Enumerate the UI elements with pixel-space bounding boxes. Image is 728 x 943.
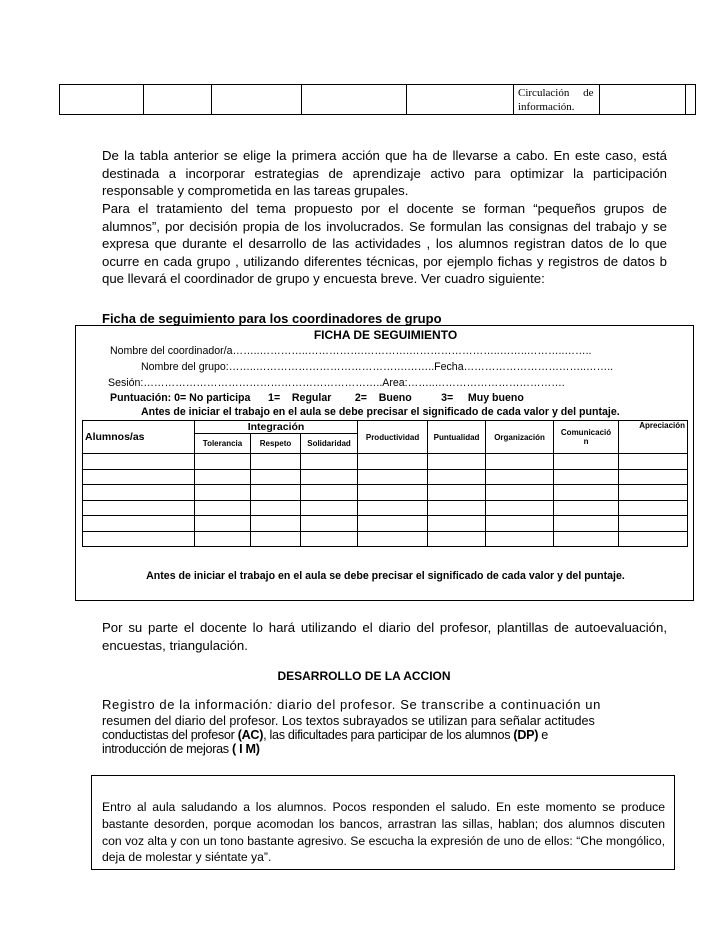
- table-cell: [83, 516, 195, 532]
- table-cell: [486, 485, 554, 501]
- marker-dp: (DP): [513, 728, 539, 742]
- registro-line4a: introducción de mejoras: [102, 742, 233, 756]
- table-cell: [144, 85, 212, 115]
- table-cell: [83, 531, 195, 547]
- ficha-title: FICHA DE SEGUIMIENTO: [313, 328, 458, 342]
- table-cell: [251, 516, 301, 532]
- table-cell: [619, 516, 688, 532]
- header-tolerancia: Tolerancia: [195, 434, 251, 454]
- desarrollo-heading: DESARROLLO DE LA ACCION: [277, 669, 451, 683]
- instruccion-text: Antes de iniciar el trabajo en el aula se debe precisar el significado de cada valor y del puntaje.: [141, 406, 620, 418]
- registro-line1-rest: diario del profesor. Se transcribe a continuación un: [272, 697, 601, 712]
- table-cell: [83, 500, 195, 516]
- table-cell: [554, 454, 619, 470]
- header-comunicacion: Comunicació n: [554, 421, 619, 454]
- table-cell: [358, 500, 428, 516]
- registro-line4: [102, 742, 667, 756]
- table-cell: [554, 500, 619, 516]
- ficha-footer-text: Antes de iniciar el trabajo en el aula se debe precisar el significado de cada valor y del puntaje.: [146, 570, 625, 582]
- coordinador-field: Nombre del coordinador/a……..…………..…………….………….……………………..……..………..……..: [110, 345, 592, 357]
- header-puntualidad: Puntualidad: [428, 421, 486, 454]
- table-cell: [554, 469, 619, 485]
- paragraph-tratamiento: Para el tratamiento del tema propuesto por el docente se forman “pequeños grupos de alumnos”, por decisión propia de los involucrados. Se formulan las consignas del trabajo y se expresa que durante el desarrollo de las actividades , los alumnos registran datos de lo que ocurre en cada grupo , utilizando diferentes técnicas, por ejemplo fichas y registros de datos b que llevará el coordinador de grupo y encuesta breve. Ver cuadro siguiente:: [102, 201, 667, 287]
- header-solidaridad: Solidaridad: [301, 434, 358, 454]
- table-cell: [251, 531, 301, 547]
- table-cell: [428, 454, 486, 470]
- registro-colon: :: [268, 697, 273, 712]
- table-cell: [358, 531, 428, 547]
- registro-label: Registro de la información: [102, 697, 269, 712]
- table-cell: [301, 531, 358, 547]
- table-cell: [195, 454, 251, 470]
- table-cell: [83, 485, 195, 501]
- header-alumnos: Alumnos/as: [83, 421, 195, 454]
- registro-line3a: conductistas del profesor: [102, 728, 238, 742]
- table-cell: [195, 516, 251, 532]
- table-cell: [195, 485, 251, 501]
- registro-line3: [102, 728, 667, 742]
- table-cell: [83, 469, 195, 485]
- table-cell: [486, 516, 554, 532]
- paragraph-docente: Por su parte el docente lo hará utilizando el diario del profesor, plantillas de autoevaluación, encuestas, triangulación.: [102, 620, 667, 653]
- registro-line3b: , las dificultades para participar de los alumnos: [263, 728, 514, 742]
- table-cell: [428, 469, 486, 485]
- table-cell: [619, 485, 688, 501]
- table-cell: [486, 469, 554, 485]
- table-cell: [212, 85, 302, 115]
- table-cell: [195, 469, 251, 485]
- table-cell: [428, 500, 486, 516]
- table-cell: [554, 531, 619, 547]
- table-row: [83, 531, 688, 547]
- header-productividad: Productividad: [358, 421, 428, 454]
- table-row: [83, 516, 688, 532]
- grupo-fecha-field: Nombre del grupo:……..…………………………………….……..Fecha……………………………..……..: [141, 361, 614, 373]
- table-cell: [358, 469, 428, 485]
- table-cell: [358, 454, 428, 470]
- table-row: [83, 485, 688, 501]
- marker-im: ( I M): [232, 742, 260, 756]
- table-cell: [251, 485, 301, 501]
- cell-text-line2: información.: [518, 101, 575, 113]
- table-cell: [428, 485, 486, 501]
- header-apreciacion: Apreciación: [619, 421, 688, 454]
- table-cell: [302, 85, 407, 115]
- table-cell: [619, 454, 688, 470]
- table-cell: [554, 516, 619, 532]
- table-cell: [407, 85, 514, 115]
- table-cell: [60, 85, 144, 115]
- table-row: [83, 469, 688, 485]
- cell-text-line1: Circulación de: [518, 87, 594, 99]
- score-table-body: [83, 454, 688, 547]
- paragraph-intro: De la tabla anterior se elige la primera acción que ha de llevarse a cabo. En este caso, está destinada a incorporar estrategias de aprendizaje activo para optimizar la participación responsable y comprometida en las tareas grupales.: [102, 148, 667, 199]
- diary-excerpt-box: [91, 775, 675, 870]
- table-cell: [301, 454, 358, 470]
- table-cell: [301, 485, 358, 501]
- table-cell: [301, 469, 358, 485]
- table-cell: [486, 500, 554, 516]
- table-cell: [251, 469, 301, 485]
- table-cell: [195, 531, 251, 547]
- table-cell: [358, 516, 428, 532]
- score-table: [82, 420, 688, 547]
- puntuacion-scale: Puntuación: 0= No participa 1= Regular 2= Bueno 3= Muy bueno: [110, 392, 524, 404]
- marker-ac: (AC): [237, 728, 264, 742]
- registro-line2: resumen del diario del profesor. Los textos subrayados se utilizan para señalar actitudes: [102, 714, 595, 728]
- header-integracion: Integración: [195, 421, 358, 434]
- table-cell: [486, 454, 554, 470]
- ficha-seguimiento-box: [75, 325, 694, 601]
- table-cell: [428, 531, 486, 547]
- table-cell: [619, 500, 688, 516]
- previous-table-fragment: [59, 84, 696, 115]
- table-cell: [600, 85, 686, 115]
- registro-line3c: e: [538, 728, 549, 742]
- ficha-heading: Ficha de seguimiento para los coordinadores de grupo: [102, 311, 442, 326]
- table-row: [83, 454, 688, 470]
- table-cell: [486, 531, 554, 547]
- table-cell: [554, 485, 619, 501]
- header-organizacion: Organización: [486, 421, 554, 454]
- table-row: [83, 500, 688, 516]
- table-cell: [301, 516, 358, 532]
- table-cell: [428, 516, 486, 532]
- header-respeto: Respeto: [251, 434, 301, 454]
- table-cell: [83, 454, 195, 470]
- sesion-area-field: Sesión:…………………………………………………………..Area:……..……………………………….: [108, 377, 565, 389]
- table-cell: [514, 85, 600, 115]
- table-cell: [686, 85, 696, 115]
- registro-line1: [102, 698, 667, 712]
- table-cell: [619, 531, 688, 547]
- table-cell: [619, 469, 688, 485]
- table-cell: [195, 500, 251, 516]
- table-cell: [251, 500, 301, 516]
- diary-text: Entro al aula saludando a los alumnos. Pocos responden el saludo. En este momento se produce bastante desorden, porque acomodan los bancos, arrastran las sillas, hablan; dos alumnos discuten con voz alta y con un tono bastante agresivo. Se escucha la expresión de uno de ellos: “Che mongólico, deja de molestar y siéntate ya”.: [102, 800, 665, 865]
- table-cell: [301, 500, 358, 516]
- table-cell: [358, 485, 428, 501]
- table-cell: [251, 454, 301, 470]
